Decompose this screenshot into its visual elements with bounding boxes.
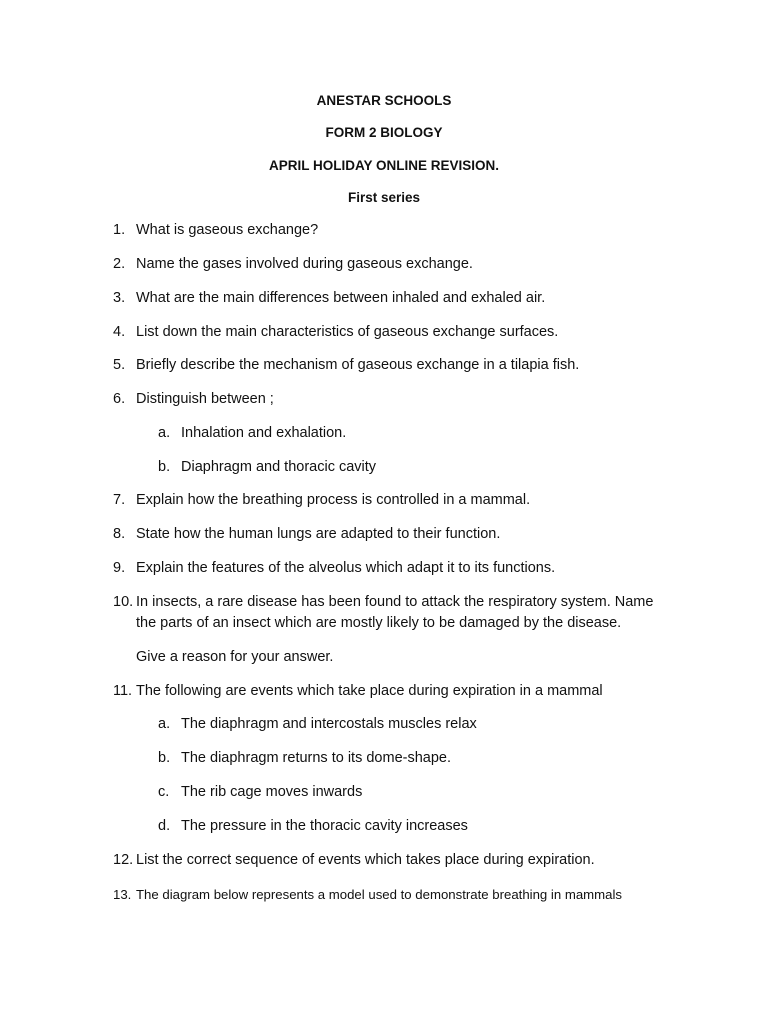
question-text: What is gaseous exchange? [136,222,319,238]
question-text: The diagram below represents a model used to demonstrate breathing in mammals [136,887,622,902]
question-text: Explain how the breathing process is controlled in a mammal. [136,492,531,508]
part-text: The pressure in the thoracic cavity increases [181,818,468,834]
question-text: The following are events which take place during expiration in a mammal [136,683,603,699]
part-text: Diaphragm and thoracic cavity [181,459,377,475]
question-text: Explain the features of the alveolus which adapt it to its functions. [136,560,556,576]
document-title: APRIL HOLIDAY ONLINE REVISION. [268,158,500,173]
question-text: the parts of an insect which are mostly likely to be damaged by the disease. [136,615,622,631]
part-label: c. [158,784,170,800]
part-text: Inhalation and exhalation. [181,425,347,441]
question-number: 11. [113,683,133,699]
school-name: ANESTAR SCHOOLS [316,93,452,108]
question-text: Give a reason for your answer. [136,649,334,665]
question-number: 4. [113,324,126,340]
question-number: 7. [113,492,126,508]
question-text: List the correct sequence of events which takes place during expiration. [136,852,595,868]
part-label: a. [158,425,171,441]
part-label: b. [158,459,171,475]
question-number: 6. [113,391,126,407]
series-label: First series [347,190,421,205]
question-number: 1. [113,222,126,238]
part-text: The rib cage moves inwards [181,784,363,800]
question-text: State how the human lungs are adapted to their function. [136,526,501,542]
form-subject: FORM 2 BIOLOGY [325,125,443,140]
question-number: 5. [113,357,126,373]
question-number: 13. [113,887,132,902]
question-text: Briefly describe the mechanism of gaseous exchange in a tilapia fish. [136,357,580,373]
question-number: 8. [113,526,126,542]
question-number: 3. [113,290,126,306]
question-text: In insects, a rare disease has been found to attack the respiratory system. Name [136,594,654,610]
question-number: 2. [113,256,126,272]
part-label: d. [158,818,171,834]
part-label: a. [158,716,171,732]
part-label: b. [158,750,171,766]
part-text: The diaphragm and intercostals muscles relax [181,716,477,732]
question-number: 10. [113,594,134,610]
question-number: 12. [113,852,134,868]
question-text: What are the main differences between inhaled and exhaled air. [136,290,546,306]
question-text: Distinguish between ; [136,391,274,407]
question-text: Name the gases involved during gaseous exchange. [136,256,473,272]
part-text: The diaphragm returns to its dome-shape. [181,750,451,766]
question-number: 9. [113,560,126,576]
question-text: List down the main characteristics of gaseous exchange surfaces. [136,324,559,340]
